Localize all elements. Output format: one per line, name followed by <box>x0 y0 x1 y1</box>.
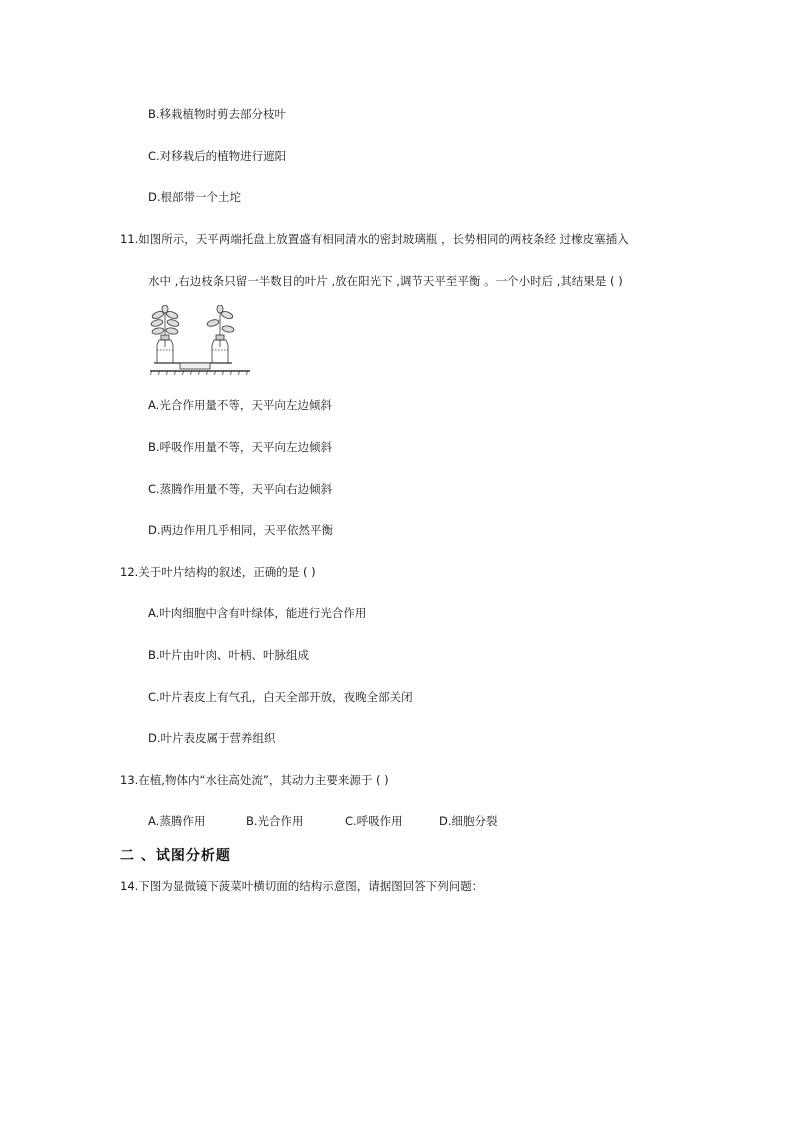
q11-stem-line2: 水中 ,右边枝条只留一半数目的叶片 ,放在阳光下 ,调节天平至平衡 。一个小时后 ,其结果是 ( ) <box>148 274 623 288</box>
q11-option-a: A.光合作用量不等，天平向左边倾斜 <box>148 398 332 412</box>
q12-option-d: D.叶片表皮属于营养组织 <box>148 731 276 745</box>
q10-option-b: B.移栽植物时剪去部分枝叶 <box>148 107 287 121</box>
q13-options-row <box>148 813 498 829</box>
section-heading: 二 、试图分析题 <box>120 848 231 864</box>
left-stopper <box>161 335 169 340</box>
q12-option-c: C.叶片表皮上有气孔，白天全部开放，夜晚全部关闭 <box>148 690 413 704</box>
q11-option-b: B.呼吸作用量不等，天平向左边倾斜 <box>148 440 333 454</box>
q13-option-b: B.光合作用 <box>246 814 304 828</box>
q13-option-d: D.细胞分裂 <box>439 814 498 828</box>
right-plant-leaves <box>206 305 234 333</box>
q13-option-c: C.呼吸作用 <box>345 814 403 828</box>
q13-stem: 13.在植,物体内“水往高处流”，其动力主要来源于 ( ) <box>120 773 389 787</box>
q10-option-c: C.对移栽后的植物进行遮阳 <box>148 149 287 163</box>
q10-option-d: D.根部带一个土坨 <box>148 190 242 204</box>
q11-stem-line1: 11.如图所示，天平两端托盘上放置盛有相同清水的密封玻璃瓶 ，长势相同的两枝条经 过橡皮塞插入 <box>120 232 629 246</box>
q11-option-c: C.蒸腾作用量不等，天平向右边倾斜 <box>148 482 333 496</box>
q11-option-d: D.两边作用几乎相同，天平依然平衡 <box>148 523 334 537</box>
right-stopper <box>216 335 224 340</box>
q13-option-a: A.蒸腾作用 <box>148 814 206 828</box>
q12-option-a: A.叶肉细胞中含有叶绿体，能进行光合作用 <box>148 606 367 620</box>
balance-plants-figure <box>150 305 250 383</box>
balance-pivot <box>180 363 210 369</box>
q12-stem: 12.关于叶片结构的叙述，正确的是 ( ) <box>120 565 316 579</box>
q14-stem: 14.下图为显微镜下菠菜叶横切面的结构示意图，请据图回答下列问题： <box>120 879 484 893</box>
q12-option-b: B.叶片由叶肉、叶柄、叶脉组成 <box>148 648 310 662</box>
